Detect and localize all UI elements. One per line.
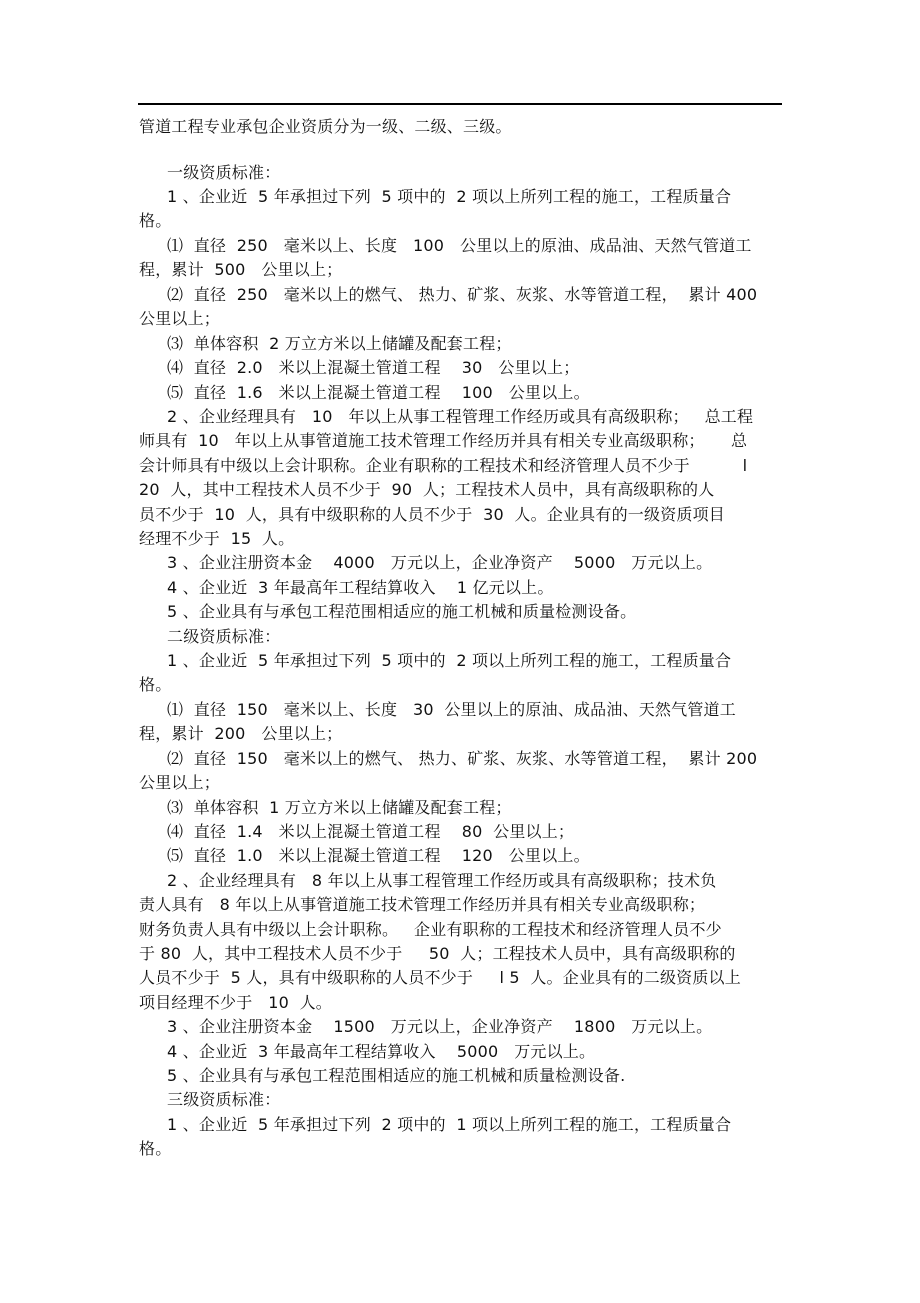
paragraph-line: 格。: [139, 675, 172, 694]
paragraph-line: ⑶ 单体容积 2 万立方米以上储罐及配套工程；: [167, 334, 512, 353]
intro-text: 管道工程专业承包企业资质分为一级、二级、三级。: [139, 117, 512, 136]
paragraph-line: 4 、企业近 3 年最高年工程结算收入 5000 万元以上。: [167, 1042, 596, 1061]
paragraph-line: 公里以上；: [139, 309, 221, 328]
grade1-heading: 一级资质标准：: [167, 163, 281, 182]
paragraph-line: 责人具有 8 年以上从事管道施工技术管理工作经历并具有相关专业高级职称；: [139, 895, 706, 914]
paragraph-line: 2 、企业经理具有 10 年以上从事工程管理工作经历或具有高级职称； 总工程: [167, 407, 754, 426]
paragraph-line: ⑸ 直径 1.6 米以上混凝土管道工程 100 公里以上。: [167, 383, 590, 402]
paragraph-line: 程，累计 200 公里以上；: [139, 724, 343, 743]
paragraph-line: 格。: [139, 1139, 172, 1158]
paragraph-line: 1 、企业近 5 年承担过下列 2 项中的 1 项以上所列工程的施工，工程质量合: [167, 1115, 732, 1134]
paragraph-line: 1 、企业近 5 年承担过下列 5 项中的 2 项以上所列工程的施工，工程质量合: [167, 187, 732, 206]
header-rule: [138, 103, 782, 105]
paragraph-line: 3 、企业注册资本金 4000 万元以上，企业净资产 5000 万元以上。: [167, 553, 713, 572]
paragraph-line: 格。: [139, 211, 172, 230]
paragraph-line: 于 80 人，其中工程技术人员不少于 50 人；工程技术人员中，具有高级职称的: [139, 944, 736, 963]
paragraph-line: 项目经理不少于 10 人。: [139, 993, 332, 1012]
paragraph-line: ⑵ 直径 150 毫米以上的燃气、 热力、矿浆、灰浆、水等管道工程， 累计 200: [167, 749, 758, 768]
paragraph-line: 5 、企业具有与承包工程范围相适应的施工机械和质量检测设备。: [167, 602, 637, 621]
paragraph-line: 3 、企业注册资本金 1500 万元以上，企业净资产 1800 万元以上。: [167, 1017, 713, 1036]
paragraph-line: ⑵ 直径 250 毫米以上的燃气、 热力、矿浆、灰浆、水等管道工程， 累计 400: [167, 285, 758, 304]
paragraph-line: 师具有 10 年以上从事管道施工技术管理工作经历并具有相关专业高级职称； 总: [139, 431, 748, 450]
paragraph-line: 员不少于 10 人，具有中级职称的人员不少于 30 人。企业具有的一级资质项目: [139, 505, 726, 524]
paragraph-line: ⑴ 直径 150 毫米以上、长度 30 公里以上的原油、成品油、天然气管道工: [167, 700, 736, 719]
paragraph-line: 公里以上；: [139, 773, 221, 792]
paragraph-line: 人员不少于 5 人，具有中级职称的人员不少于 l 5 人。企业具有的二级资质以上: [139, 968, 741, 987]
paragraph-line: ⑷ 直径 2.0 米以上混凝土管道工程 30 公里以上；: [167, 358, 580, 377]
paragraph-line: ⑸ 直径 1.0 米以上混凝土管道工程 120 公里以上。: [167, 846, 590, 865]
paragraph-line: 2 、企业经理具有 8 年以上从事工程管理工作经历或具有高级职称；技术负: [167, 871, 717, 890]
paragraph-line: 1 、企业近 5 年承担过下列 5 项中的 2 项以上所列工程的施工，工程质量合: [167, 651, 732, 670]
paragraph-line: ⑷ 直径 1.4 米以上混凝土管道工程 80 公里以上；: [167, 822, 575, 841]
paragraph-line: 4 、企业近 3 年最高年工程结算收入 1 亿元以上。: [167, 578, 554, 597]
paragraph-line: 会计师具有中级以上会计职称。企业有职称的工程技术和经济管理人员不少于 l: [139, 456, 748, 475]
paragraph-line: 程，累计 500 公里以上；: [139, 260, 343, 279]
grade2-heading: 二级资质标准：: [167, 627, 281, 646]
paragraph-line: 20 人，其中工程技术人员不少于 90 人；工程技术人员中，具有高级职称的人: [139, 480, 715, 499]
paragraph-line: 财务负责人具有中级以上会计职称。 企业有职称的工程技术和经济管理人员不少: [139, 920, 722, 939]
paragraph-line: 5 、企业具有与承包工程范围相适应的施工机械和质量检测设备.: [167, 1066, 626, 1085]
grade3-heading: 三级资质标准：: [167, 1090, 281, 1109]
paragraph-line: ⑴ 直径 250 毫米以上、长度 100 公里以上的原油、成品油、天然气管道工: [167, 236, 752, 255]
paragraph-line: 经理不少于 15 人。: [139, 529, 295, 548]
paragraph-line: ⑶ 单体容积 1 万立方米以上储罐及配套工程；: [167, 798, 512, 817]
